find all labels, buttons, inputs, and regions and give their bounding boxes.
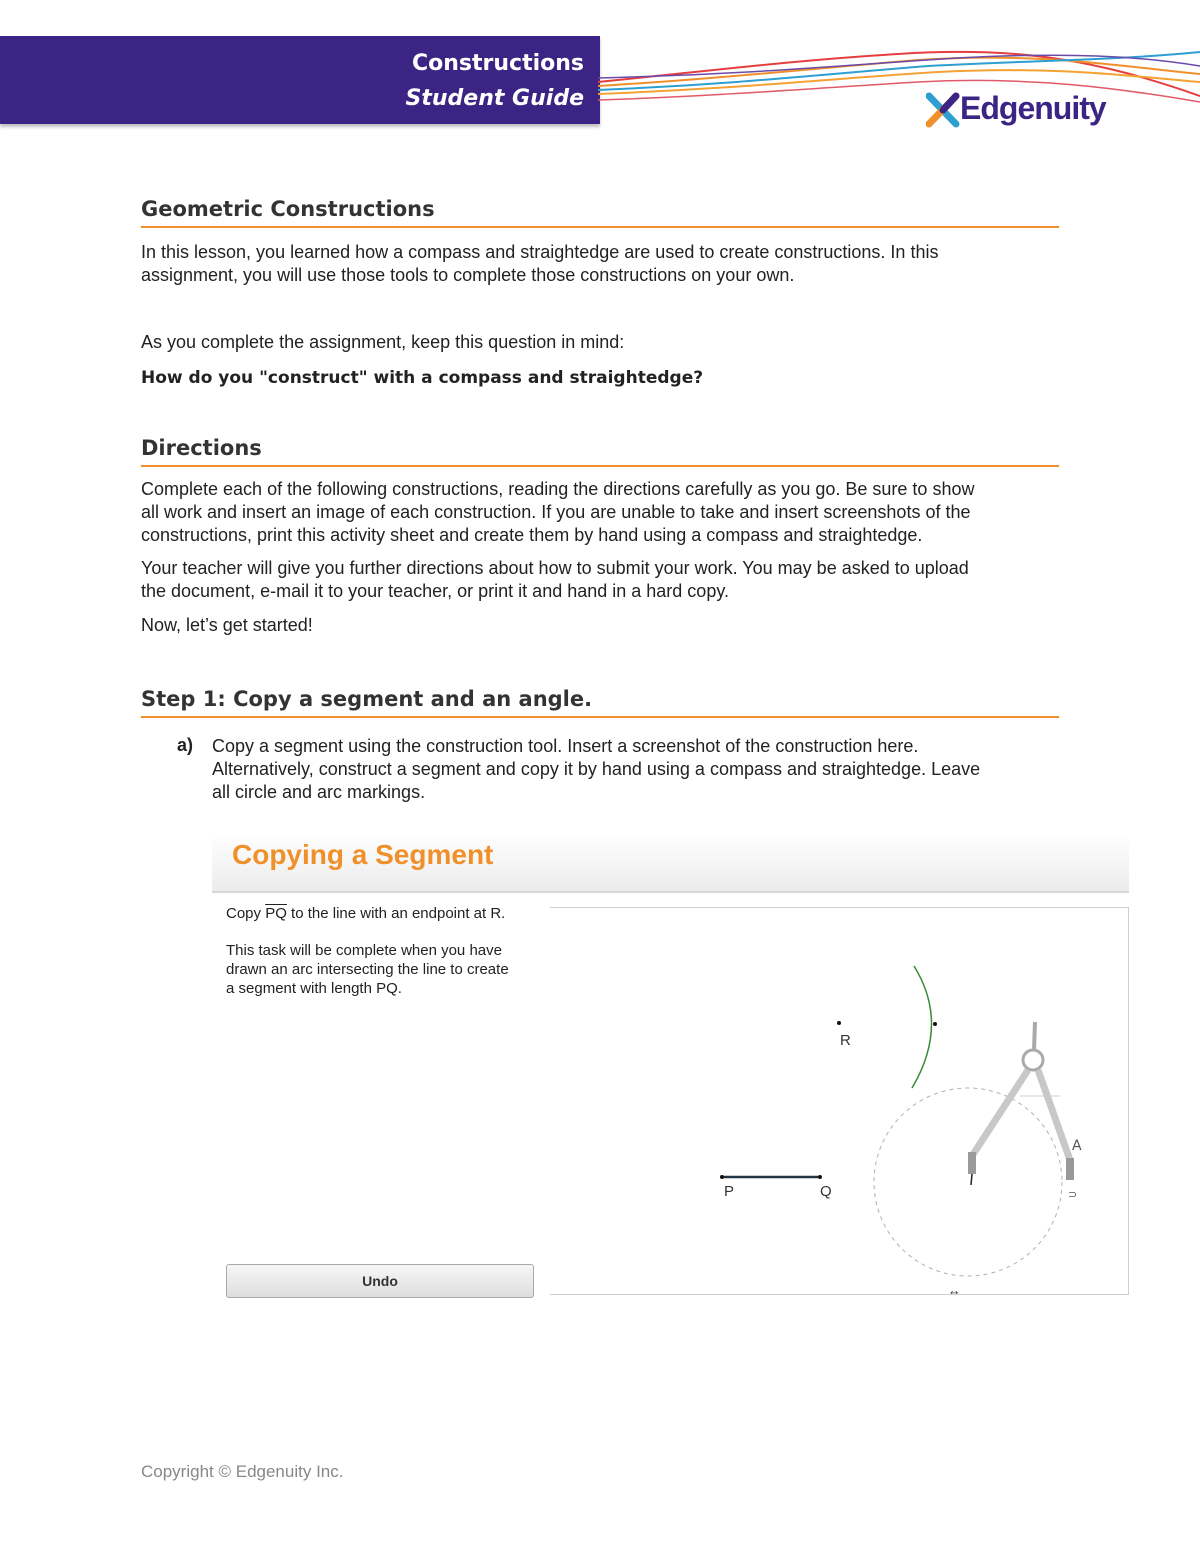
directions-paragraph-1: Complete each of the following constructions, reading the directions carefully as you go. Be sure to show all work and insert an image of each construction. If you are unable to take and insert screenshots of the constructions, print this activity sheet and create them by hand using a compass and straightedge. <box>141 479 975 545</box>
svg-text:↔: ↔ <box>950 1288 959 1294</box>
section-heading-geometric: Geometric Constructions <box>141 197 1059 228</box>
point-p-label: P <box>724 1183 735 1200</box>
construction-drawing <box>550 908 1128 1294</box>
construction-canvas[interactable] <box>550 907 1129 1295</box>
keep-in-mind-text: As you complete the assignment, keep this question in mind: <box>141 332 625 352</box>
point-q-label: Q <box>820 1183 832 1200</box>
compass-circle <box>874 1088 1062 1276</box>
arc-mark <box>912 966 932 1088</box>
activity-title: Copying a Segment <box>232 839 494 870</box>
decorative-waves <box>598 30 1200 110</box>
compass-icon[interactable] <box>950 1022 1082 1294</box>
task-instruction: Copy $\overline{PQ}$ to the line with an endpoint at R. <box>226 905 506 922</box>
point-q[interactable] <box>818 1175 822 1179</box>
svg-text:A: A <box>1072 1138 1082 1154</box>
undo-button[interactable]: Undo <box>226 1264 534 1298</box>
segment-pq-label: $\overline{PQ}$ <box>265 905 287 922</box>
logo-text: Edgenuity <box>960 90 1106 126</box>
svg-text:⊃: ⊃ <box>1068 1188 1078 1201</box>
header-banner <box>0 36 600 124</box>
essential-question: How do you "construct" with a compass and straightedge? <box>141 368 704 388</box>
copyright-footer: Copyright © Edgenuity Inc. <box>141 1462 344 1481</box>
guide-subtitle: Student Guide <box>405 86 584 111</box>
directions-paragraph-2: Your teacher will give you further directions about how to submit your work. You may be asked to upload the document, e-mail it to your teacher, or print it and hand in a hard copy. <box>141 558 969 601</box>
section-heading-directions: Directions <box>141 436 1059 467</box>
point-r-label: R <box>840 1032 851 1049</box>
point-r[interactable] <box>837 1021 841 1025</box>
lets-get-started: Now, let’s get started! <box>141 615 313 635</box>
guide-title: Constructions <box>411 51 584 76</box>
task-completion-text: This task will be complete when you have drawn an arc intersecting the line to create a segment with length PQ. <box>226 942 509 997</box>
arc-point <box>933 1022 937 1026</box>
point-p[interactable] <box>720 1175 724 1179</box>
activity-header <box>212 833 1129 893</box>
section-heading-step1: Step 1: Copy a segment and an angle. <box>141 687 1059 718</box>
logo-x-icon <box>926 92 960 128</box>
item-a-text: Copy a segment using the construction tool. Insert a screenshot of the construction here. Alternatively, construct a segment and copy it by hand using a compass and straightedge. Leave all circle and arc markings. <box>212 736 981 802</box>
intro-paragraph: In this lesson, you learned how a compass and straightedge are used to create constructions. In this assignment, you will use those tools to complete those constructions on your own. <box>141 242 939 285</box>
item-label-a: a) <box>177 735 194 755</box>
